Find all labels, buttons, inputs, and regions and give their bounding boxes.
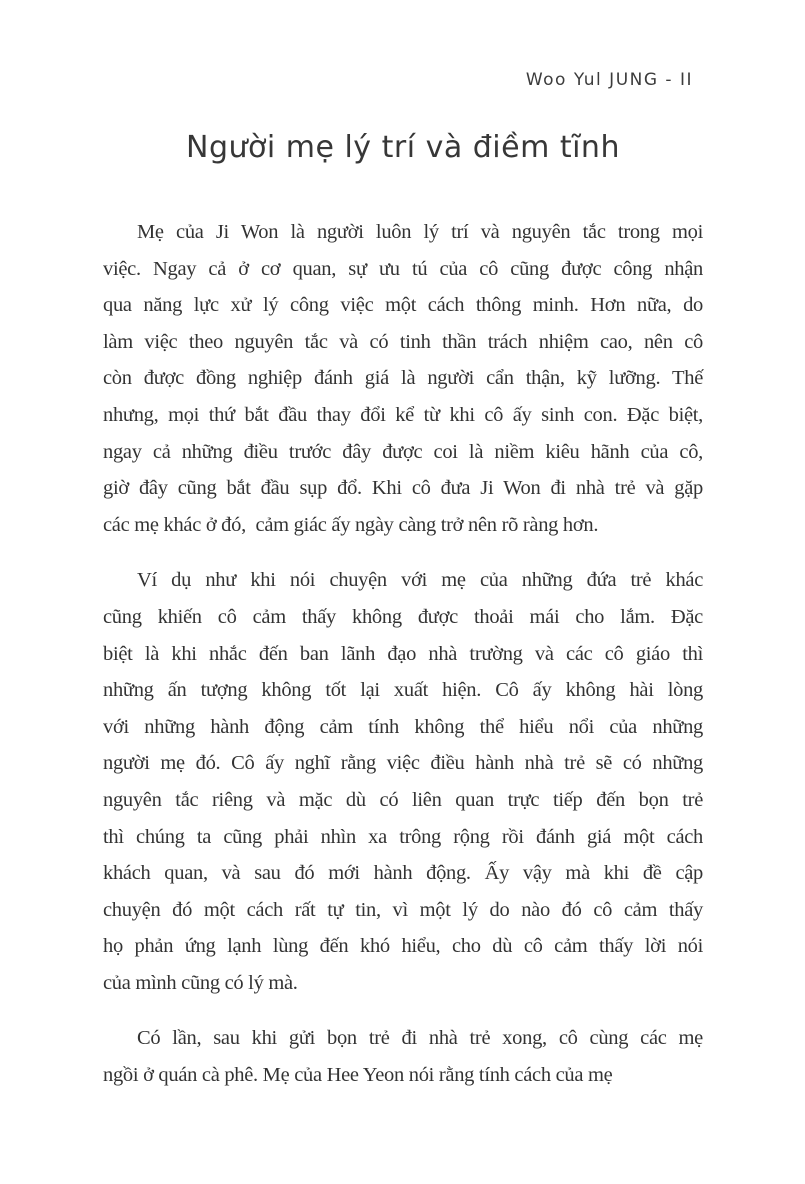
text-line: giờ đây cũng bắt đầu sụp đổ. Khi cô đưa Ji Won đi nhà trẻ và gặp <box>103 477 703 500</box>
text-line: cũng khiến cô cảm thấy không được thoải mái cho lắm. Đặc <box>103 605 703 628</box>
text-line: các mẹ khác ở đó, cảm giác ấy ngày càng trở nên rõ ràng hơn. <box>103 513 599 536</box>
text-line: người mẹ đó. Cô ấy nghĩ rằng việc điều hành nhà trẻ sẽ có những <box>103 752 703 775</box>
chapter-title: Người mẹ lý trí và điềm tĩnh <box>186 130 620 165</box>
page-body <box>103 214 703 1113</box>
paragraph <box>103 562 703 1001</box>
text-line: với những hành động cảm tính không thể hiểu nổi của những <box>103 715 703 738</box>
text-line: biệt là khi nhắc đến ban lãnh đạo nhà trường và các cô giáo thì <box>103 642 703 665</box>
paragraph <box>103 1020 703 1093</box>
text-line: Có lần, sau khi gửi bọn trẻ đi nhà trẻ xong, cô cùng các mẹ <box>137 1027 703 1050</box>
text-line: khách quan, và sau đó mới hành động. Ấy vậy mà khi đề cập <box>103 862 703 885</box>
text-line: Mẹ của Ji Won là người luôn lý trí và nguyên tắc trong mọi <box>137 221 703 243</box>
paragraph <box>103 214 703 543</box>
text-line: ngồi ở quán cà phê. Mẹ của Hee Yeon nói rằng tính cách của mẹ <box>103 1064 613 1087</box>
running-header: Woo Yul JUNG - II <box>525 70 693 90</box>
text-line: còn được đồng nghiệp đánh giá là người cẩn thận, kỹ lưỡng. Thế <box>103 367 703 390</box>
text-line: nguyên tắc riêng và mặc dù có liên quan trực tiếp đến bọn trẻ <box>103 788 703 811</box>
text-line: việc. Ngay cả ở cơ quan, sự ưu tú của cô cũng được công nhận <box>103 257 703 280</box>
text-line: ngay cả những điều trước đây được coi là niềm kiêu hãnh của cô, <box>103 440 703 463</box>
text-line: Ví dụ như khi nói chuyện với mẹ của những đứa trẻ khác <box>137 569 703 592</box>
text-line: chuyện đó một cách rất tự tin, vì một lý do nào đó cô cảm thấy <box>103 898 703 921</box>
text-line: nhưng, mọi thứ bắt đầu thay đổi kể từ khi cô ấy sinh con. Đặc biệt, <box>103 403 703 426</box>
text-line: những ấn tượng không tốt lại xuất hiện. Cô ấy không hài lòng <box>103 679 703 702</box>
text-line: qua năng lực xử lý công việc một cách thông minh. Hơn nữa, do <box>103 294 703 317</box>
text-line: họ phản ứng lạnh lùng đến khó hiểu, cho dù cô cảm thấy lời nói <box>103 935 703 958</box>
text-line: thì chúng ta cũng phải nhìn xa trông rộng rồi đánh giá một cách <box>103 825 703 848</box>
text-line: làm việc theo nguyên tắc và có tinh thần trách nhiệm cao, nên cô <box>103 330 703 353</box>
text-line: của mình cũng có lý mà. <box>103 971 298 994</box>
